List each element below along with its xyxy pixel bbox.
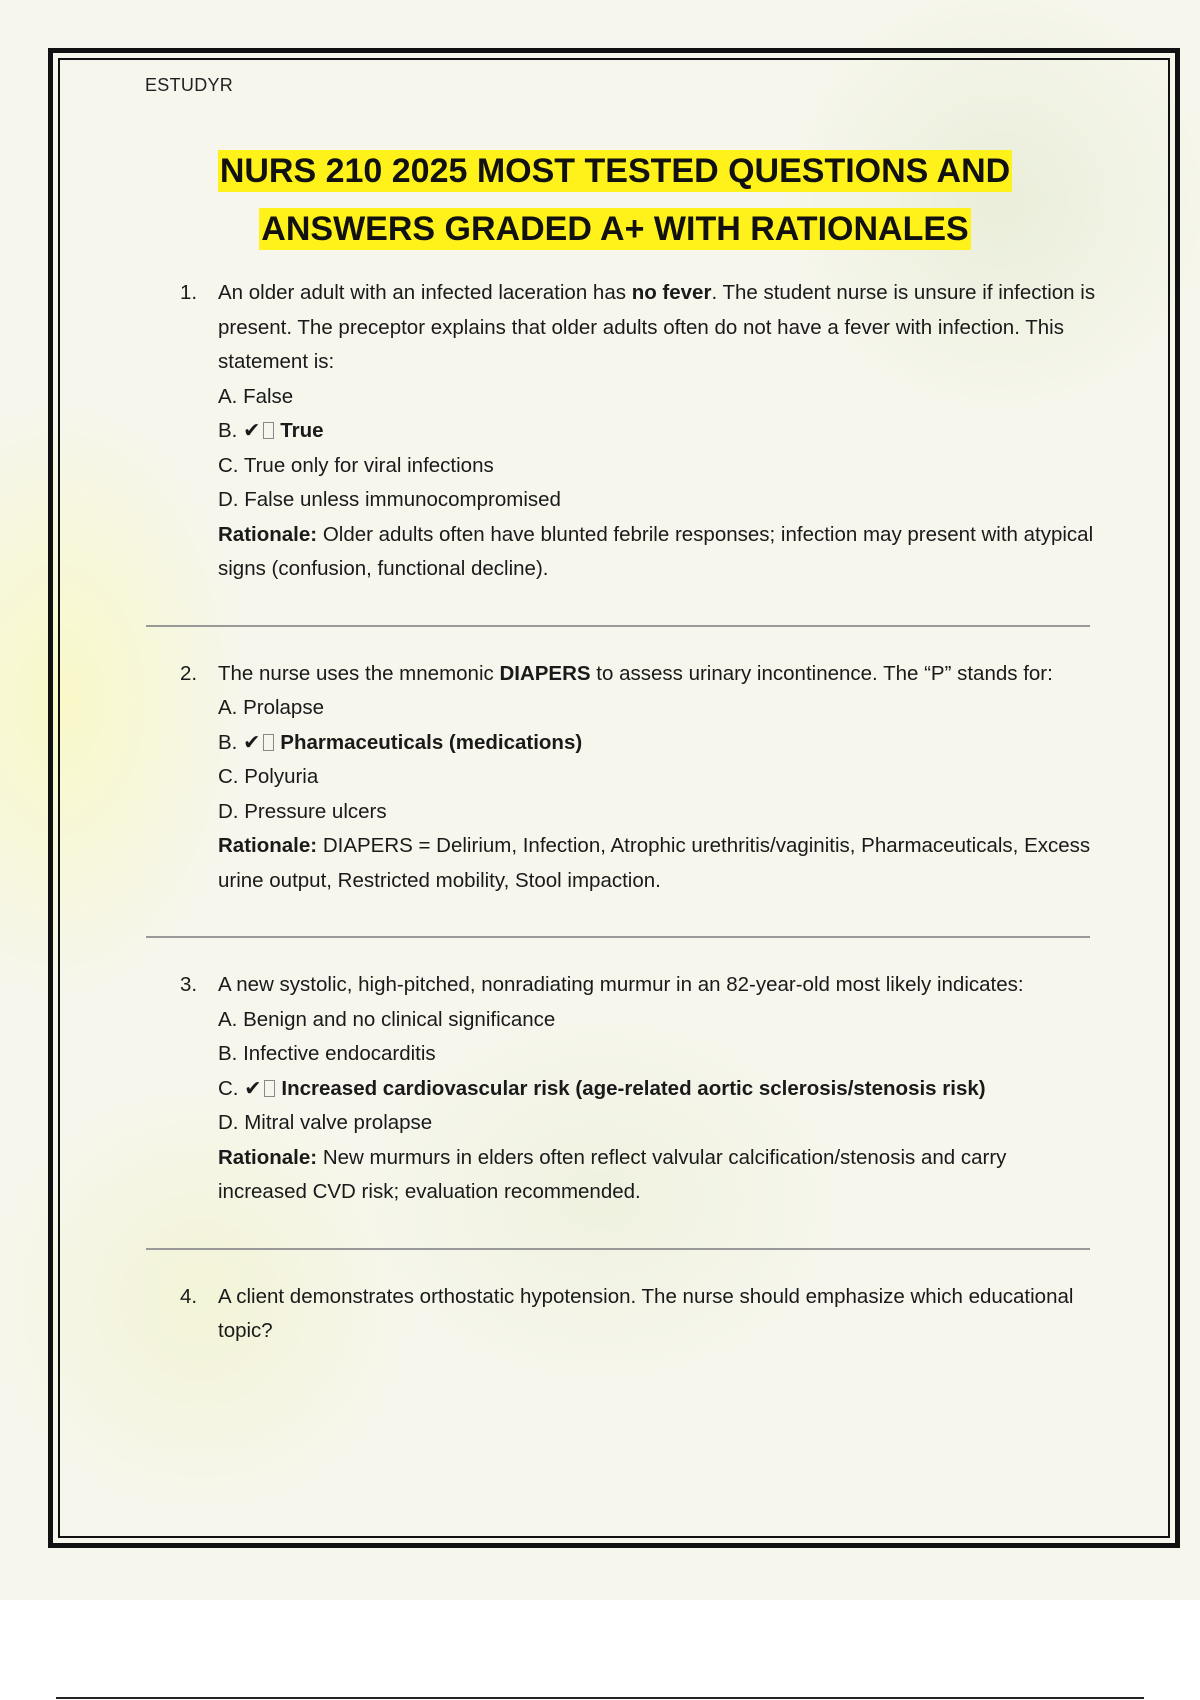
brand-header: ESTUDYR — [145, 75, 234, 95]
missing-glyph-box-icon — [263, 422, 274, 439]
document-title — [100, 142, 1130, 258]
title-line-2: ANSWERS GRADED A+ WITH RATIONALES — [261, 210, 969, 248]
option-b-correct: B. ✔ True — [218, 419, 324, 442]
option-d: D. False unless immunocompromised — [218, 488, 561, 511]
question-stem: A new systolic, high-pitched, nonradiating murmur in an 82-year-old most likely indicates: — [218, 973, 1024, 996]
check-icon: ✔ — [243, 730, 261, 754]
question-stem: The nurse uses the mnemonic DIAPERS to assess urinary incontinence. The “P” stands for: — [218, 661, 1053, 685]
question-4 — [180, 1280, 1100, 1349]
stem-emphasis: no fever — [631, 281, 712, 304]
option-c: C. Polyuria — [218, 765, 319, 788]
check-icon: ✔ — [244, 1076, 262, 1100]
question-2 — [180, 657, 1100, 899]
footer-rule — [56, 1697, 1144, 1699]
questions-list — [180, 276, 1100, 1349]
question-3 — [180, 968, 1100, 1210]
question-number: 2. — [180, 661, 198, 685]
option-a: A. False — [218, 384, 294, 408]
rationale: Rationale: New murmurs in elders often reflect valvular calcification/stenosis and carry increased CVD risk; evaluation recommended. — [218, 1145, 1007, 1203]
option-a: A. Prolapse — [218, 696, 324, 719]
question-number: 4. — [180, 1284, 198, 1308]
option-c: C. True only for viral infections — [218, 453, 494, 477]
option-b: B. Infective endocarditis — [218, 1042, 436, 1065]
check-icon: ✔ — [243, 419, 261, 442]
question-1 — [180, 276, 1100, 587]
option-c-correct: C. ✔ Increased cardiovascular risk (age-related aortic sclerosis/stenosis risk) — [218, 1076, 986, 1100]
stem-emphasis: DIAPERS — [499, 661, 591, 685]
question-stem: An older adult with an infected laceration has no fever. The student nurse is unsure if infection is present. The preceptor explains that older adults often do not have a fever with infection. This statement is: — [218, 281, 1096, 373]
option-d: D. Mitral valve prolapse — [218, 1111, 433, 1134]
missing-glyph-box-icon — [263, 734, 274, 751]
rationale: Rationale: Older adults often have blunted febrile responses; infection may present with atypical signs (confusion, functional decline). — [218, 522, 1094, 580]
title-line-1: NURS 210 2025 MOST TESTED QUESTIONS AND — [219, 152, 1011, 190]
option-b-correct: B. ✔ Pharmaceuticals (medications) — [218, 730, 583, 754]
question-number: 3. — [180, 973, 198, 996]
missing-glyph-box-icon — [264, 1080, 275, 1097]
option-a: A. Benign and no clinical significance — [218, 1007, 556, 1031]
question-stem: A client demonstrates orthostatic hypotension. The nurse should emphasize which educational topic? — [218, 1284, 1074, 1342]
option-d: D. Pressure ulcers — [218, 799, 387, 823]
question-number: 1. — [180, 281, 198, 304]
rationale: Rationale: DIAPERS = Delirium, Infection, Atrophic urethritis/vaginitis, Pharmaceuticals, Excess urine output, Restricted mobility, Stool impaction. — [218, 834, 1091, 892]
